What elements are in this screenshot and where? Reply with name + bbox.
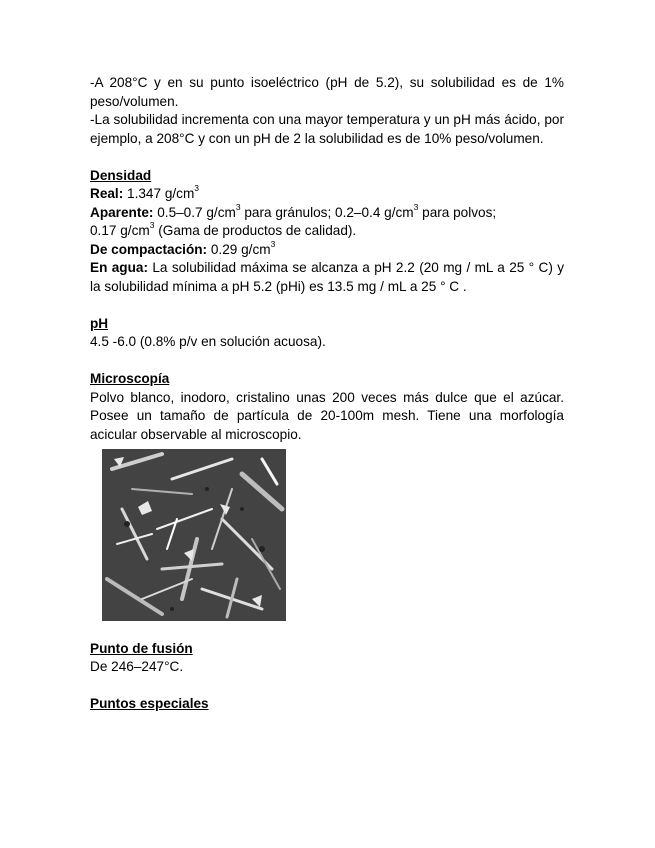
microscopia-heading: Microscopía <box>90 371 170 386</box>
superscript: 3 <box>235 201 241 212</box>
superscript: 3 <box>149 220 155 231</box>
intro-paragraph-1: -A 208°C y en su punto isoeléctrico (pH de 5.2), su solubilidad es de 1% peso/volumen. <box>90 75 564 109</box>
densidad-aparente <box>90 201 564 223</box>
densidad-aparente-value-a: 0.5–0.7 g/cm <box>153 204 236 220</box>
densidad-real-value: 1.347 g/cm <box>123 186 195 201</box>
densidad-heading: Densidad <box>90 167 152 183</box>
densidad-agua-value: La solubilidad máxima se alcanza a pH 2.2 (20 mg / mL a 25 ° C) y la solubilidad mínima a pH 5.2 (pHi) es 13.5 mg / mL a 25 ° C . <box>90 260 564 294</box>
micrograph-image <box>102 449 286 621</box>
superscript: 3 <box>270 238 276 249</box>
especiales-heading: Puntos especiales <box>90 696 209 711</box>
ph-heading: pH <box>90 315 109 331</box>
superscript: 3 <box>413 201 419 212</box>
ph-value: 4.5 -6.0 (0.8% p/v en solución acuosa). <box>90 334 326 349</box>
densidad-compactacion-value: 0.29 g/cm <box>207 241 271 257</box>
densidad-aparente-line2-b: (Gama de productos de calidad). <box>154 223 357 238</box>
fusion-heading: Punto de fusión <box>90 640 193 656</box>
intro-paragraph-2: -La solubilidad incrementa con una mayor temperatura y un pH más ácido, por ejemplo, a 208°C y con un pH de 2 la solubilidad es de 10% peso/volumen. <box>90 112 564 146</box>
fusion-value: De 246–247°C. <box>90 659 184 674</box>
densidad-compactacion-label: De compactación: <box>90 241 208 257</box>
document-body <box>90 74 564 714</box>
densidad-aparente-value-c: para polvos; <box>418 204 497 220</box>
densidad-aparente-label: Aparente: <box>90 204 154 220</box>
microscopia-text: Polvo blanco, inodoro, cristalino unas 200 veces más dulce que el azúcar. Posee un tamaño de partícula de 20-100m mesh. Tiene una morfología acicular observable al microscopio. <box>90 389 564 442</box>
densidad-compactacion <box>90 238 564 260</box>
densidad-aparente-value-b: para gránulos; 0.2–0.4 g/cm <box>240 204 414 220</box>
densidad-real <box>90 185 564 204</box>
superscript: 3 <box>194 183 200 194</box>
densidad-agua <box>90 259 564 296</box>
densidad-aparente-line2 <box>90 222 564 241</box>
densidad-aparente-line2-a: 0.17 g/cm <box>90 223 150 238</box>
densidad-real-label: Real: <box>90 186 124 201</box>
densidad-agua-label: En agua: <box>90 260 148 275</box>
